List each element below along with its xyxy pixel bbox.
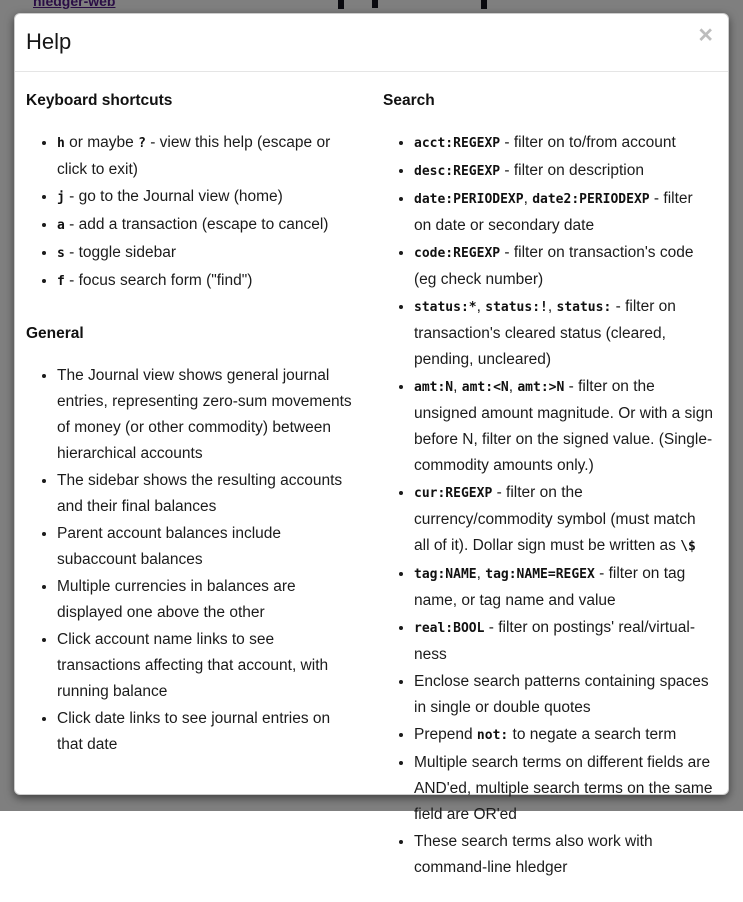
search-list xyxy=(383,130,714,881)
plain-text: - view this help (escape or click to exit) xyxy=(57,134,331,178)
plain-text: , xyxy=(508,378,518,395)
plain-text: - filter on tag name, or tag name and value xyxy=(414,565,686,609)
plain-text: - filter on transaction's cleared status (cleared, pending, uncleared) xyxy=(414,298,676,368)
list-item xyxy=(414,615,714,668)
code-text: j xyxy=(57,190,65,205)
plain-text: , xyxy=(523,190,533,207)
plain-text: Prepend xyxy=(414,726,477,743)
section-search xyxy=(383,92,714,881)
code-text: code:REGEXP xyxy=(414,246,501,261)
right-column xyxy=(383,92,714,882)
plain-text: - filter on to/from account xyxy=(500,134,676,151)
plain-text: Click account name links to see transactions affecting that account, with running balance xyxy=(57,631,329,700)
code-text: f xyxy=(57,274,65,289)
code-text: amt:>N xyxy=(517,380,565,395)
list-item xyxy=(57,184,357,211)
section-keyboard-shortcuts xyxy=(26,92,357,295)
plain-text: - filter on postings' real/virtual-ness xyxy=(414,619,696,663)
list-item xyxy=(57,521,357,573)
plain-text: , xyxy=(453,378,462,395)
list-item xyxy=(414,240,714,293)
plain-text: - filter on transaction's code (eg check number) xyxy=(414,244,694,288)
plain-text: - go to the Journal view (home) xyxy=(64,188,283,205)
list-item xyxy=(414,561,714,614)
code-text: date2:PERIODEXP xyxy=(532,192,650,207)
list-item xyxy=(57,468,357,520)
code-text: real:BOOL xyxy=(414,621,485,636)
list-item xyxy=(414,158,714,185)
list-item xyxy=(57,627,357,705)
code-text: status:! xyxy=(485,300,548,315)
code-text: status:* xyxy=(414,300,477,315)
plain-text: Multiple search terms on different fields are AND'ed, multiple search terms on the same field are OR'ed xyxy=(414,754,713,823)
general-list xyxy=(26,363,357,758)
plain-text: The sidebar shows the resulting accounts and their final balances xyxy=(57,472,343,515)
plain-text: , xyxy=(476,565,486,582)
keyboard-shortcuts-heading: Keyboard shortcuts xyxy=(26,92,173,109)
list-item xyxy=(414,186,714,239)
code-text: not: xyxy=(476,728,509,743)
code-text: date:PERIODEXP xyxy=(414,192,524,207)
list-item xyxy=(414,829,714,881)
plain-text: These search terms also work with command-line hledger xyxy=(414,833,653,876)
code-text: status: xyxy=(556,300,612,315)
plain-text: The Journal view shows general journal entries, representing zero-sum movements of money (or other commodity) between hierarchical accounts xyxy=(57,367,352,462)
modal-body xyxy=(15,72,728,902)
left-column xyxy=(26,92,357,882)
search-heading: Search xyxy=(383,92,435,109)
list-item xyxy=(57,212,357,239)
plain-text: - add a transaction (escape to cancel) xyxy=(64,216,329,233)
list-item xyxy=(414,294,714,373)
list-item xyxy=(414,669,714,721)
modal-title: Help xyxy=(26,29,72,54)
plain-text: , xyxy=(476,298,486,315)
code-text: ? xyxy=(138,136,146,151)
list-item xyxy=(414,374,714,479)
list-item xyxy=(57,363,357,467)
plain-text: Multiple currencies in balances are displayed one above the other xyxy=(57,578,296,621)
code-text: amt:<N xyxy=(461,380,509,395)
list-item xyxy=(414,722,714,749)
list-item xyxy=(57,706,357,758)
plain-text: Click date links to see journal entries on that date xyxy=(57,710,331,753)
plain-text: - focus search form ("find") xyxy=(64,272,253,289)
plain-text: Enclose search patterns containing spaces in single or double quotes xyxy=(414,673,709,716)
plain-text: - filter on the unsigned amount magnitude. Or with a sign before N, filter on the signed value. (Single-commodity amounts only.) xyxy=(414,378,713,474)
code-text: h xyxy=(57,136,65,151)
list-item xyxy=(414,750,714,828)
list-item xyxy=(57,574,357,626)
list-item xyxy=(57,130,357,183)
keyboard-shortcuts-list xyxy=(26,130,357,295)
plain-text: or maybe xyxy=(64,134,139,151)
plain-text: - toggle sidebar xyxy=(64,244,176,261)
close-icon[interactable]: × xyxy=(698,21,713,49)
list-item xyxy=(57,268,357,295)
modal-header xyxy=(15,14,728,72)
code-text: desc:REGEXP xyxy=(414,164,501,179)
code-text: s xyxy=(57,246,65,261)
list-item xyxy=(57,240,357,267)
code-text: a xyxy=(57,218,65,233)
list-item xyxy=(414,130,714,157)
plain-text: - filter on description xyxy=(500,162,644,179)
plain-text: Parent account balances include subaccount balances xyxy=(57,525,282,568)
plain-text: - filter on the currency/commodity symbol (must match all of it). Dollar sign must be written as xyxy=(414,484,696,554)
general-heading: General xyxy=(26,325,84,342)
code-text: acct:REGEXP xyxy=(414,136,501,151)
code-text: tag:NAME=REGEX xyxy=(485,567,595,582)
plain-text: to negate a search term xyxy=(508,726,677,743)
section-general xyxy=(26,325,357,758)
plain-text: , xyxy=(547,298,557,315)
code-text: \$ xyxy=(680,539,696,554)
list-item xyxy=(414,480,714,560)
plain-text: - filter on date or secondary date xyxy=(414,190,693,234)
help-modal xyxy=(14,13,729,876)
code-text: amt:N xyxy=(414,380,454,395)
code-text: tag:NAME xyxy=(414,567,477,582)
code-text: cur:REGEXP xyxy=(414,486,493,501)
